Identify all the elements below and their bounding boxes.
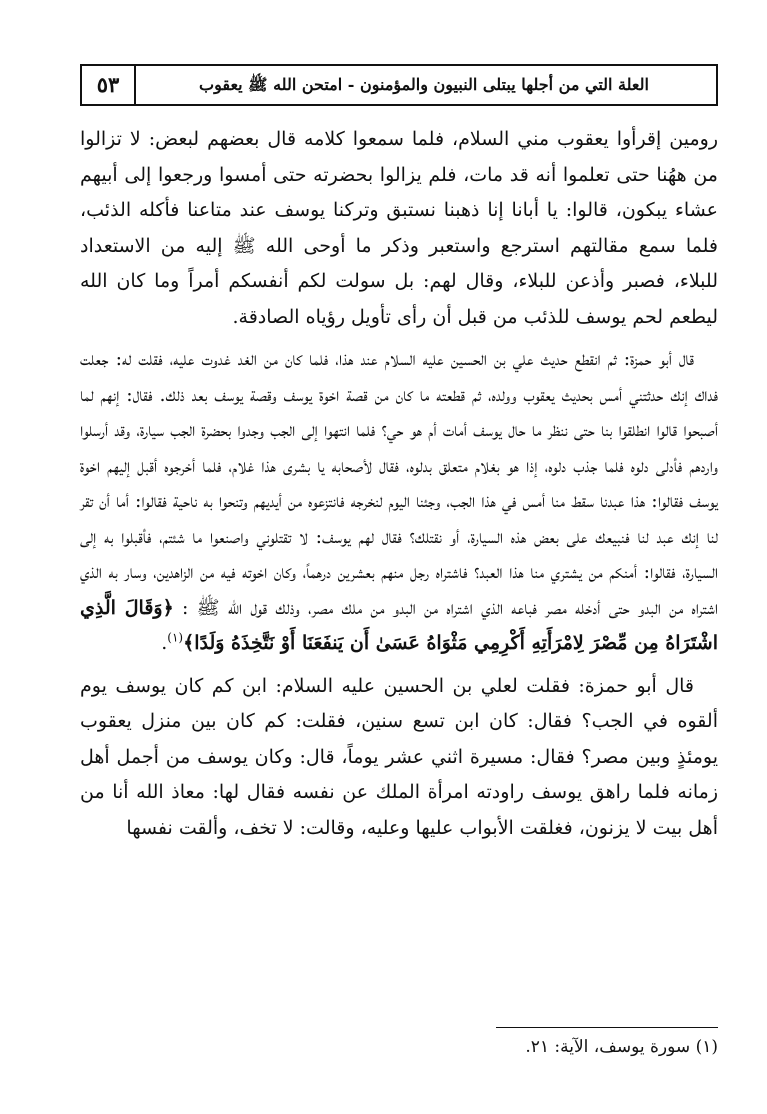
paragraph-3: قال أبو حمزة: فقلت لعلي بن الحسين عليه السلام: ابن كم كان يوسف يوم ألقوه في الجب؟ فقال: كان ابن تسع سنين، فقلت: كم كان بين منزل يعقوب يومئذٍ وبين مصر؟ فقال: مسيرة اثني عشر يوماً، قال: وكان يوسف من أجمل أهل زمانه فلما راهق يوسف راودته امرأة الملك عن نفسه فقال لها: معاذ الله أنا من أهل بيت لا يزنون، فغلقت الأبواب عليها وعليه، وقالت: لا تخف، وألقت نفسها	[80, 674, 718, 839]
paragraph-2: قال أبو حمزة: ثم انقطع حديث علي بن الحسين عليه السلام عند هذا، فلما كان من الغد غدوت عليه، فقلت له: جعلت فداك إنك حدثتني أمس بحديث يعقوب وولده، ثم قطعته ما كان من قصة اخوة يوسف وقصة يوسف بعد ذلك. فقال: إنهم لما أصبحوا قالوا انطلقوا بنا حتى ننظر ما حال يوسف أمات أم هو حي؟ فلما انتهوا إلى الجب وجدوا بحضرة الجب سيارة، وقد أرسلوا واردهم فأدلى دلوه فلما جذب دلوه، إذا هو بغلام متعلق بدلوه، فقال لأصحابه يا بشرى هذا غلام، فلما أخرجوه أقبل إليهم اخوة يوسف فقالوا: هذا عبدنا سقط منا أمس في هذا الجب، وجئنا اليوم لنخرجه فانتزعوه من أيديهم وتنحوا به ناحية فقالوا: أما أن تقر لنا إنك عبد لنا فنبيعك على بعض هذه السيارة، أو نقتلك؟ فقال لهم يوسف: لا تقتلوني واصنعوا ما شئتم، فأقبلوا به إلى السيارة، فقالوا: أمنكم من يشتري منا هذا العبد؟ فاشتراه رجل منهم بعشرين درهماً، وكان اخوته فيه من الزاهدين، وسار به الذي اشتراه من البدو حتى أدخله مصر فباعه الذي اشتراه من البدو من ملك مصر، وذلك قول الله ﷺ : ﴿وَقَالَ الَّذِي اشْتَرَاهُ مِن مِّصْرَ لِامْرَأَتِهِ أَكْرِمِي مَثْوَاهُ عَسَىٰ أَن يَنفَعَنَا أَوْ نَتَّخِذَهُ وَلَدًا﴾$^{(١)}$.	[80, 348, 718, 654]
paragraph-2-text: قال أبو حمزة: ثم انقطع حديث علي بن الحسين عليه السلام عند هذا، فلما كان من الغد غدوت عليه، فقلت له: جعلت فداك إنك حدثتني أمس بحديث يعقوب وولده، ثم قطعته ما كان من قصة اخوة يوسف وقصة يوسف بعد ذلك. فقال: إنهم لما أصبحوا قالوا انطلقوا بنا حتى ننظر ما حال يوسف أمات أم هو حي؟ فلما انتهوا إلى الجب وجدوا بحضرة الجب سيارة، وقد أرسلوا واردهم فأدلى دلوه فلما جذب دلوه، إذا هو بغلام متعلق بدلوه، فقال لأصحابه يا بشرى هذا غلام، فلما أخرجوه أقبل إليهم اخوة يوسف فقالوا: هذا عبدنا سقط منا أمس في هذا الجب، وجئنا اليوم لنخرجه فانتزعوه من أيديهم وتنحوا به ناحية فقالوا: أما أن تقر لنا إنك عبد لنا فنبيعك على بعض هذه السيارة، أو نقتلك؟ فقال لهم يوسف: لا تقتلوني واصنعوا ما شئتم، فأقبلوا به إلى السيارة، فقالوا: أمنكم من يشتري منا هذا العبد؟ فاشتراه رجل منهم بعشرين درهماً، وكان اخوته فيه من الزاهدين، وسار به الذي اشتراه من البدو حتى أدخله مصر فباعه الذي اشتراه من البدو من ملك مصر، وذلك قول الله ﷺ :	[80, 348, 718, 619]
footnote-reference: (١)	[167, 630, 184, 645]
main-text	[80, 122, 718, 846]
quran-verse: ﴿وَقَالَ الَّذِي اشْتَرَاهُ مِن مِّصْرَ لِامْرَأَتِهِ أَكْرِمِي مَثْوَاهُ عَسَىٰ أَن يَنفَعَنَا أَوْ نَتَّخِذَهُ وَلَدًا﴾	[80, 596, 718, 654]
chapter-title: العلة التي من أجلها يبتلى النبيون والمؤمنون - امتحن الله ﷺ يعقوب	[199, 75, 649, 94]
footnote: (١) سورة يوسف، الآية: ٢١.	[525, 1037, 718, 1057]
page-number: ٥٣	[82, 66, 136, 104]
footnote-divider	[496, 1027, 718, 1028]
paragraph-1: رومين إقرأوا يعقوب مني السلام، فلما سمعوا كلامه قال بعضهم لبعض: لا تزالوا من ههُنا حتى تعلموا أنه قد مات، فلم يزالوا بحضرته حتى أمسوا ورجعوا إلى أبيهم عشاء يبكون، قالوا: يا أبانا إنا ذهبنا نستبق وتركنا يوسف عند متاعنا فأكله الذئب، فلما سمع مقالتهم استرجع واستعبر وذكر ما أوحى الله ﷺ إليه من الاستعداد للبلاء، فصبر وأذعن للبلاء، وقال لهم: بل سولت لكم أنفسكم أمراً وما كان الله ليطعم لحم يوسف للذئب من قبل أن رأى تأويل رؤياه الصادقة.	[80, 128, 718, 328]
running-header	[80, 64, 718, 106]
